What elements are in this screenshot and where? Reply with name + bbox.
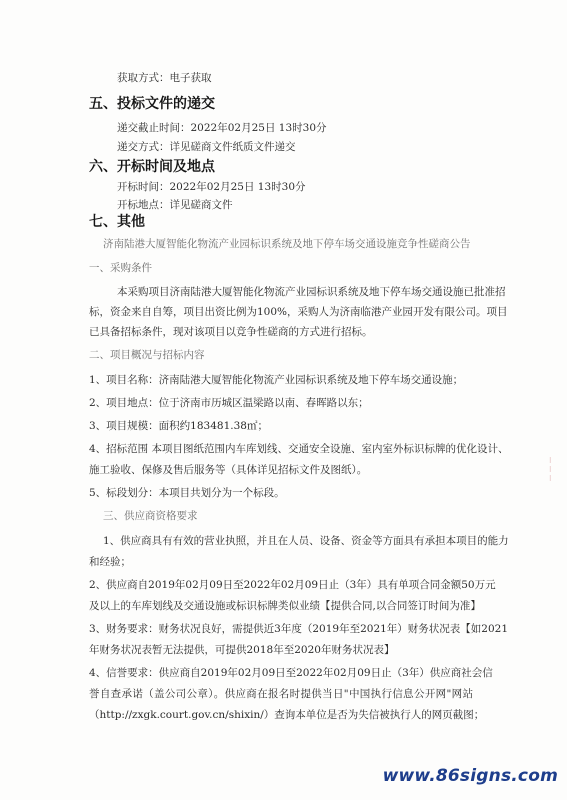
bidding-scope-cont: 施工验收、保修及售后服务等（具体详见招标文件及图纸）。 xyxy=(89,464,368,476)
section-5-heading: 五、投标文件的递交 xyxy=(89,96,215,112)
acquisition-method: 获取方式：电子获取 xyxy=(117,72,212,84)
requirement-2-cont: 及以上的车库划线及交通设施或标识标牌类似业绩【提供合同,以合同签订时间为准】 xyxy=(89,600,481,612)
project-location: 2、项目地点：位于济南市历城区温梁路以南、春晖路以东； xyxy=(89,397,369,409)
requirement-4-cont: 誉自查承诺（盖公司公章）。供应商在报名时提供当日"中国执行信息公开网"网站 xyxy=(89,688,473,700)
requirement-4: 4、信誉要求：供应商自2019年02月09日至2022年02月09日止（3年）供应商社会信 xyxy=(89,667,493,679)
submission-deadline: 递交截止时间：2022年02月25日 13时30分 xyxy=(117,122,327,134)
bidding-scope: 4、招标范围 本项目图纸范围内车库划线、交通安全设施、室内室外标识标牌的优化设计、 xyxy=(89,443,509,455)
margin-mark: ⁝ ⁝ ⁝ xyxy=(549,456,552,483)
requirement-1: 1、供应商具有有效的营业执照，并且在人员、设备、资金等方面具有承担本项目的能力 xyxy=(103,535,509,547)
opening-location: 开标地点：详见磋商文件 xyxy=(117,199,233,211)
subsection-3-heading: 三、供应商资格要求 xyxy=(103,510,198,522)
subsection-2-heading: 二、项目概况与招标内容 xyxy=(89,349,205,361)
paragraph-line: 本采购项目济南陆港大厦智能化物流产业园标识系统及地下停车场交通设施已批准招 xyxy=(117,286,506,298)
section-6-heading: 六、开标时间及地点 xyxy=(89,159,215,175)
lot-division: 5、标段划分：本项目共划分为一个标段。 xyxy=(89,487,285,499)
opening-time: 开标时间：2022年02月25日 13时30分 xyxy=(117,181,306,193)
submission-method: 递交方式：详见磋商文件纸质文件递交 xyxy=(117,141,296,153)
paragraph-line: 标，资金来自自筹，项目出资比例为100%，采购人为济南临港产业园开发有限公司。项目 xyxy=(89,306,508,318)
project-name: 1、项目名称：济南陆港大厦智能化物流产业园标识系统及地下停车场交通设施； xyxy=(89,374,464,386)
requirement-2: 2、供应商自2019年02月09日至2022年02月09日止（3年）具有单项合同金额50万元 xyxy=(89,579,496,591)
requirement-3: 3、财务要求：财务状况良好，需提供近3年度（2019年至2021年）财务状况表【如2021 xyxy=(89,623,509,635)
project-scale: 3、项目规模：面积约183481.38㎡； xyxy=(89,420,268,432)
requirement-4-url-line: （http://zxgk.court.gov.cn/shixin/）查询本单位是否为失信被执行人的网页截图； xyxy=(89,709,485,721)
section-7-heading: 七、其他 xyxy=(89,214,145,230)
subsection-1-heading: 一、采购条件 xyxy=(89,262,152,274)
paragraph-line: 已具备招标条件，现对该项目以竞争性磋商的方式进行招标。 xyxy=(89,326,373,338)
site-watermark: www.86signs.com xyxy=(382,766,558,786)
announcement-title: 济南陆港大厦智能化物流产业园标识系统及地下停车场交通设施竞争性磋商公告 xyxy=(103,238,471,250)
requirement-1-cont: 和经验； xyxy=(89,556,131,568)
requirement-3-cont: 年财务状况表暂无法提供，可提供2018年至2020年财务状况表】 xyxy=(89,644,395,656)
